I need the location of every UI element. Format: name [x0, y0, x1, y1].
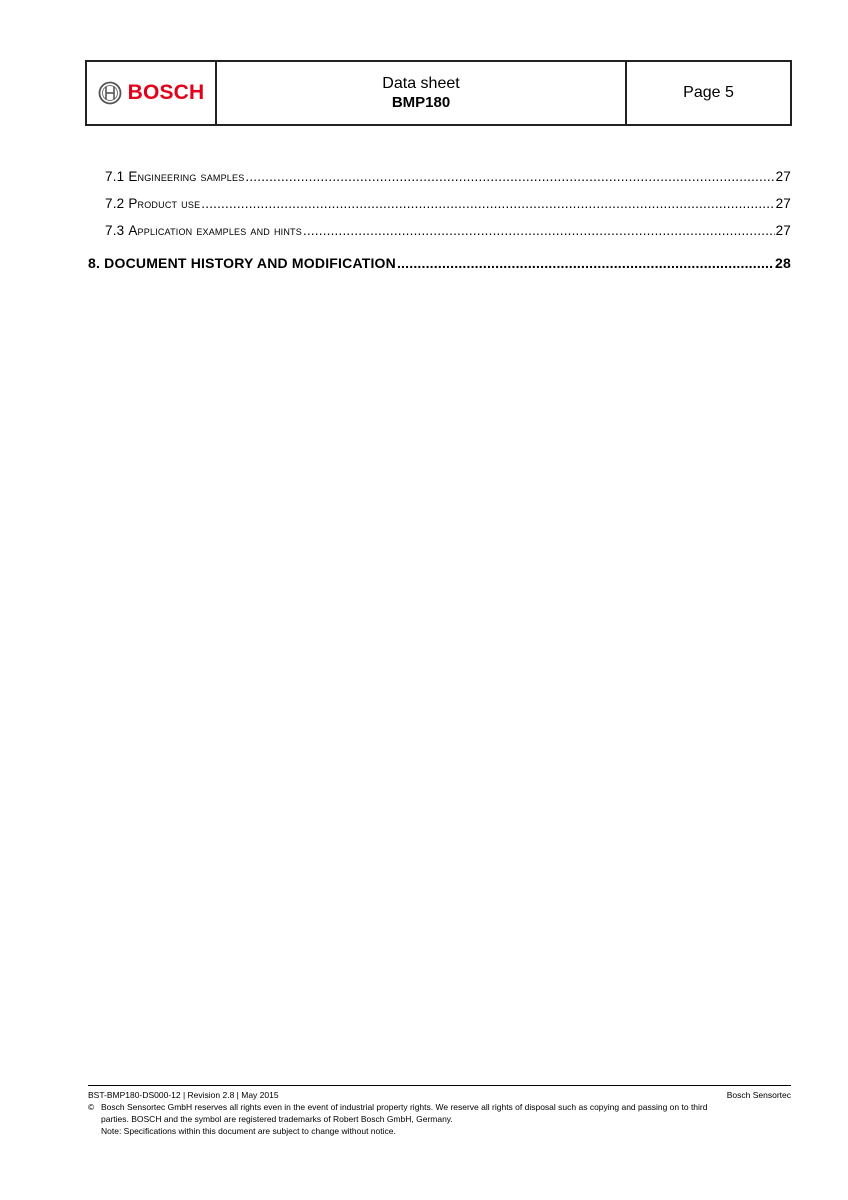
toc-entry-8[interactable] [88, 251, 791, 275]
toc-entry-7-2[interactable] [88, 190, 791, 217]
toc-title: Engineering samples [128, 169, 245, 184]
toc-entry-7-1[interactable] [88, 163, 791, 190]
toc-page: 27 [775, 169, 791, 184]
logo-cell [87, 62, 217, 124]
doc-type: Data sheet [382, 75, 460, 92]
product-name: BMP180 [391, 94, 451, 111]
toc-leader [245, 163, 774, 190]
page-header [85, 60, 792, 126]
bosch-logo [98, 81, 205, 105]
toc-number: 8. [88, 255, 101, 271]
toc-entry-7-3[interactable] [88, 217, 791, 244]
logo-text: BOSCH [127, 81, 205, 104]
toc-leader [397, 251, 774, 275]
toc-page: 27 [775, 196, 791, 211]
copyright-symbol: © [88, 1102, 95, 1112]
toc-page: 28 [775, 255, 791, 271]
toc-number: 7.1 [105, 169, 125, 184]
copyright-line-2: parties. BOSCH and the symbol are registered trademarks of Robert Bosch GmbH, Germany. [101, 1114, 453, 1124]
copyright-line-1: Bosch Sensortec GmbH reserves all rights even in the event of industrial property rights. We reserve all rights of disposal such as copying and passing on to third [101, 1102, 708, 1112]
footer-company: Bosch Sensortec [726, 1090, 791, 1100]
toc-leader [303, 217, 775, 244]
page-footer [88, 1085, 791, 1137]
toc-page: 27 [775, 223, 791, 238]
toc-number: 7.2 [105, 196, 125, 211]
bosch-armature-icon [98, 81, 122, 105]
toc-title: Product use [128, 196, 201, 211]
toc-title: DOCUMENT HISTORY AND MODIFICATION [104, 255, 396, 271]
footer-top-row [88, 1089, 791, 1101]
toc-title: Application examples and hints [128, 223, 302, 238]
title-cell [217, 62, 627, 124]
page-number: Page 5 [683, 84, 734, 101]
toc-leader [201, 190, 774, 217]
footer-note: Note: Specifications within this document are subject to change without notice. [101, 1126, 396, 1136]
toc-number: 7.3 [105, 223, 125, 238]
footer-doc-id: BST-BMP180-DS000-12 | Revision 2.8 | May 2015 [88, 1090, 279, 1100]
table-of-contents [88, 163, 791, 275]
footer-copyright [88, 1101, 791, 1113]
